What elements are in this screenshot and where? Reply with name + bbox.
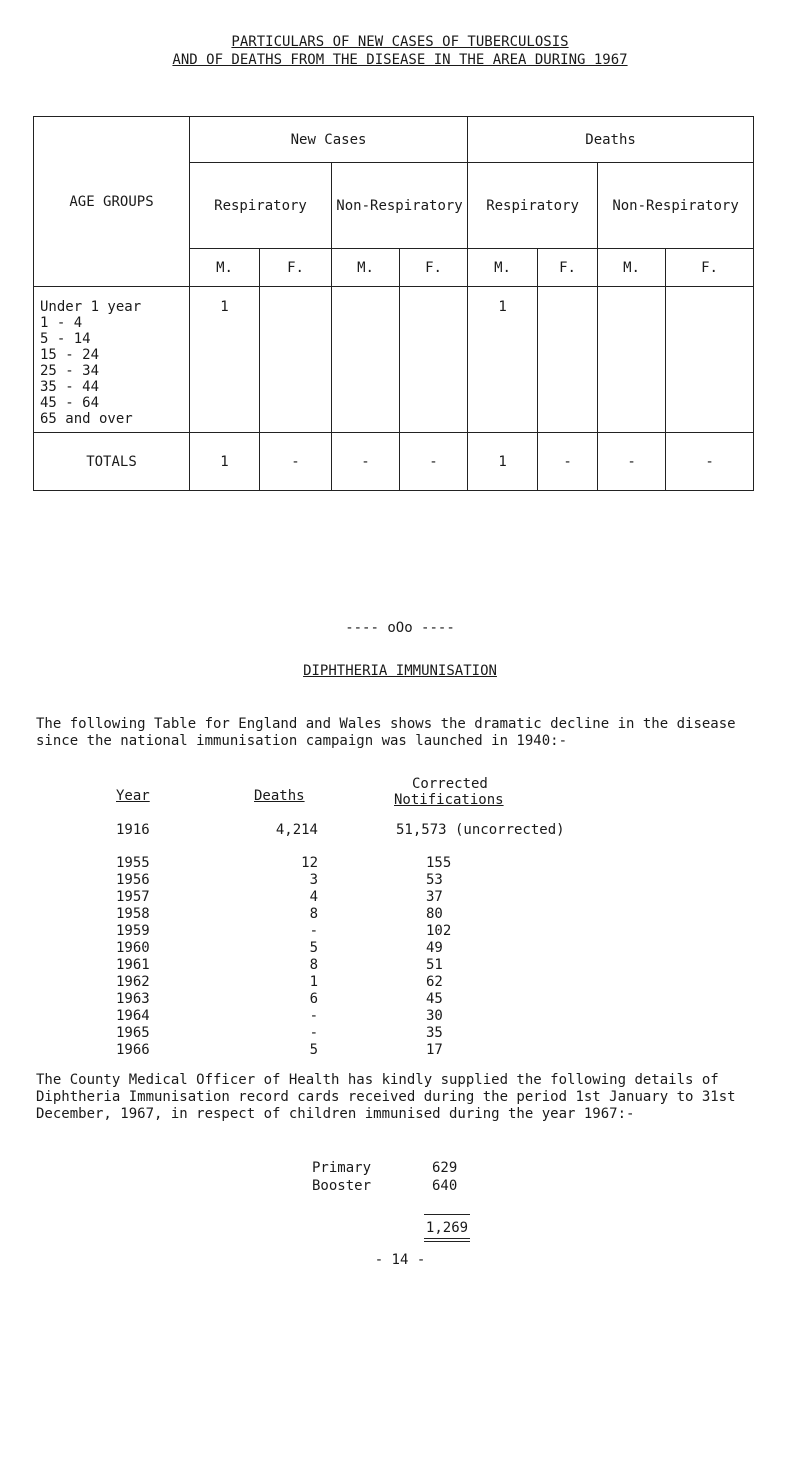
diphtheria-row	[80, 991, 780, 1008]
col-notif-header-1: Corrected	[412, 776, 488, 792]
diphtheria-row	[80, 872, 780, 889]
col-year-header: Year	[116, 788, 150, 804]
row-year: 1957	[116, 889, 150, 905]
row-notifications: 62	[426, 974, 443, 990]
row-deaths: 4	[309, 889, 318, 905]
age-group: 5 - 14	[40, 331, 91, 347]
diphtheria-rows	[80, 822, 780, 1059]
total-cell: -	[538, 433, 598, 491]
age-group: 25 - 34	[40, 363, 100, 379]
total-cell: -	[260, 433, 332, 491]
diphtheria-table	[80, 776, 780, 1059]
total-cell: -	[400, 433, 468, 491]
col-f: F.	[400, 249, 468, 287]
deaths-header: Deaths	[468, 117, 754, 163]
col-f: F.	[666, 249, 754, 287]
row-notifications: 51,573 (uncorrected)	[396, 822, 565, 838]
diphtheria-table-header	[80, 776, 780, 810]
cell-value: 1	[498, 299, 507, 315]
deaths-nonresp-m-values	[598, 287, 666, 433]
diphtheria-row	[80, 974, 780, 991]
diphtheria-row	[80, 940, 780, 957]
row-year: 1916	[116, 822, 150, 838]
deaths-resp-f-values	[538, 287, 598, 433]
row-notifications: 155	[426, 855, 452, 871]
diphtheria-row	[80, 906, 780, 923]
row-deaths: 5	[309, 940, 318, 956]
diphtheria-row	[80, 855, 780, 872]
new-nonresp-m-values	[332, 287, 400, 433]
age-group: 65 and over	[40, 411, 133, 427]
diphtheria-row	[80, 822, 780, 839]
age-group-list	[34, 287, 190, 433]
diphtheria-row	[80, 1025, 780, 1042]
primary-value: 629	[432, 1160, 458, 1176]
row-year: 1960	[116, 940, 150, 956]
diphtheria-row	[80, 1042, 780, 1059]
age-groups-header: AGE GROUPS	[34, 117, 190, 287]
row-deaths: 1	[309, 974, 318, 990]
new-resp-m-values	[190, 287, 260, 433]
row-deaths: 5	[309, 1042, 318, 1058]
row-year: 1958	[116, 906, 150, 922]
total-cell: -	[332, 433, 400, 491]
total-cell: -	[666, 433, 754, 491]
row-year: 1963	[116, 991, 150, 1007]
diphtheria-intro: The following Table for England and Wales shows the dramatic decline in the disease since the national immunisation campaign was launched in 1940:-	[36, 716, 736, 749]
totals-label: TOTALS	[34, 433, 190, 491]
new-respiratory-header: Respiratory	[190, 163, 332, 249]
row-deaths: 8	[309, 957, 318, 973]
row-notifications: 49	[426, 940, 443, 956]
row-notifications: 53	[426, 872, 443, 888]
col-f: F.	[260, 249, 332, 287]
diphtheria-row	[80, 957, 780, 974]
row-deaths: -	[309, 923, 318, 939]
row-deaths: 3	[309, 872, 318, 888]
row-deaths: -	[309, 1025, 318, 1041]
row-notifications: 80	[426, 906, 443, 922]
col-m: M.	[598, 249, 666, 287]
total-value: 1,269	[425, 1220, 469, 1236]
total-cell: 1	[190, 433, 260, 491]
immunisation-paragraph: The County Medical Officer of Health has kindly supplied the following details of Diphtheria Immunisation record cards received during the period 1st January to 31st December, 1967, in respect of children immunised during the year 1967:-	[36, 1072, 736, 1122]
age-group: 35 - 44	[40, 379, 100, 395]
total-double-rule-1	[424, 1238, 470, 1239]
primary-label: Primary	[312, 1160, 372, 1176]
page-title-line2: AND OF DEATHS FROM THE DISEASE IN THE AREA DURING 1967	[172, 52, 628, 68]
deaths-nonresp-f-values	[666, 287, 754, 433]
row-notifications: 45	[426, 991, 443, 1007]
total-double-rule-2	[424, 1241, 470, 1242]
row-year: 1956	[116, 872, 150, 888]
row-notifications: 102	[426, 923, 452, 939]
row-year: 1955	[116, 855, 150, 871]
total-cell: -	[598, 433, 666, 491]
row-notifications: 30	[426, 1008, 443, 1024]
separator: ---- oOo ----	[345, 620, 455, 636]
row-year: 1964	[116, 1008, 150, 1024]
age-group: 1 - 4	[40, 315, 83, 331]
row-deaths: 4,214	[275, 822, 318, 838]
totals-row	[34, 433, 754, 491]
row-notifications: 17	[426, 1042, 443, 1058]
row-deaths: 8	[309, 906, 318, 922]
row-year: 1959	[116, 923, 150, 939]
col-m: M.	[468, 249, 538, 287]
row-deaths: -	[309, 1008, 318, 1024]
tuberculosis-table	[33, 116, 754, 491]
row-deaths: 6	[309, 991, 318, 1007]
booster-value: 640	[432, 1178, 458, 1194]
cell-value: 1	[220, 299, 229, 315]
age-group: 15 - 24	[40, 347, 100, 363]
new-non-respiratory-header: Non-Respiratory	[332, 163, 468, 249]
age-group: Under 1 year	[40, 299, 142, 315]
new-resp-f-values	[260, 287, 332, 433]
total-rule	[424, 1214, 470, 1215]
booster-label: Booster	[312, 1178, 372, 1194]
page-number: - 14 -	[374, 1252, 426, 1268]
row-year: 1962	[116, 974, 150, 990]
page-title-line1: PARTICULARS OF NEW CASES OF TUBERCULOSIS	[231, 34, 569, 50]
row-year: 1965	[116, 1025, 150, 1041]
col-m: M.	[332, 249, 400, 287]
row-notifications: 37	[426, 889, 443, 905]
row-year: 1961	[116, 957, 150, 973]
deaths-resp-m-values	[468, 287, 538, 433]
row-notifications: 35	[426, 1025, 443, 1041]
new-cases-header: New Cases	[190, 117, 468, 163]
diphtheria-row	[80, 1008, 780, 1025]
age-group: 45 - 64	[40, 395, 100, 411]
diphtheria-row	[80, 923, 780, 940]
row-deaths: 12	[301, 855, 318, 871]
deaths-respiratory-header: Respiratory	[468, 163, 598, 249]
diphtheria-row	[80, 889, 780, 906]
row-notifications: 51	[426, 957, 443, 973]
diphtheria-heading: DIPHTHERIA IMMUNISATION	[303, 663, 497, 679]
new-nonresp-f-values	[400, 287, 468, 433]
age-group-rows	[34, 287, 754, 433]
col-deaths-header: Deaths	[254, 788, 305, 804]
col-notif-header-2: Notifications	[394, 792, 504, 808]
col-m: M.	[190, 249, 260, 287]
total-cell: 1	[468, 433, 538, 491]
col-f: F.	[538, 249, 598, 287]
deaths-non-respiratory-header: Non-Respiratory	[598, 163, 754, 249]
row-year: 1966	[116, 1042, 150, 1058]
